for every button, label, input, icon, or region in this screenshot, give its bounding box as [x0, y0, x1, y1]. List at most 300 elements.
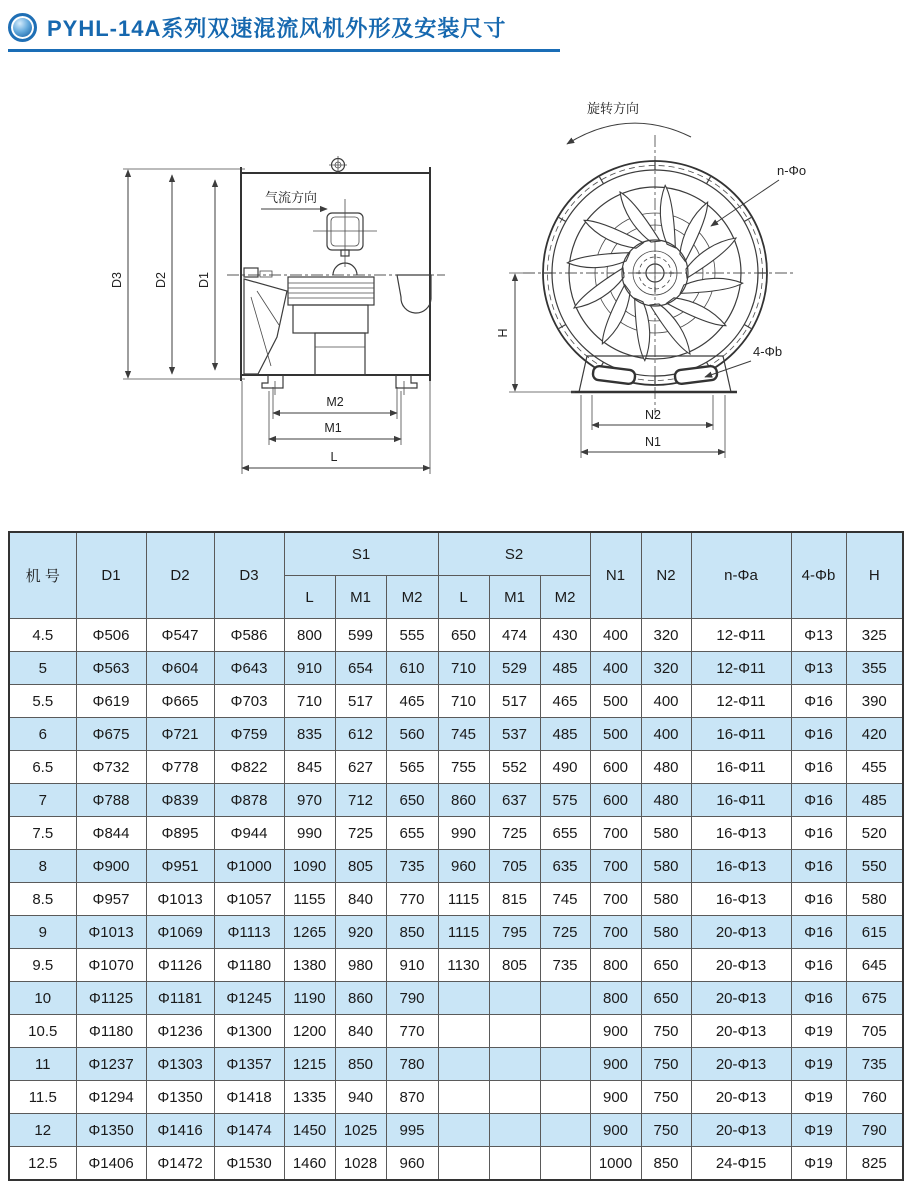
table-header [9, 532, 903, 619]
table-cell: 1115 [438, 883, 489, 916]
table-cell: 910 [386, 949, 438, 982]
table-cell: 980 [335, 949, 386, 982]
table-cell: 920 [335, 916, 386, 949]
foot-slot-left [592, 365, 635, 384]
table-cell: Φ957 [76, 883, 146, 916]
table-cell: Φ1013 [76, 916, 146, 949]
table-cell: 650 [386, 784, 438, 817]
table-cell: 960 [386, 1147, 438, 1181]
table-cell: 850 [641, 1147, 691, 1181]
table-cell: Φ16 [791, 949, 846, 982]
table-cell: 5 [9, 652, 76, 685]
table-cell: 725 [540, 916, 590, 949]
table-cell [540, 1114, 590, 1147]
table-cell: 400 [590, 652, 641, 685]
table-cell: 465 [540, 685, 590, 718]
table-cell: 11.5 [9, 1081, 76, 1114]
impeller [244, 268, 287, 374]
table-cell: Φ619 [76, 685, 146, 718]
table-cell: 400 [641, 685, 691, 718]
table-cell: Φ822 [214, 751, 284, 784]
table-cell [438, 1081, 489, 1114]
table-row [9, 784, 903, 817]
table-cell: 1190 [284, 982, 335, 1015]
table-cell: 645 [846, 949, 903, 982]
table-cell: Φ1474 [214, 1114, 284, 1147]
table-cell [489, 1015, 540, 1048]
table-cell: 745 [438, 718, 489, 751]
table-cell: 400 [590, 619, 641, 652]
table-cell [438, 1048, 489, 1081]
table-cell: 970 [284, 784, 335, 817]
table-cell: 635 [540, 850, 590, 883]
table-cell: 745 [540, 883, 590, 916]
table-cell [438, 1114, 489, 1147]
table-cell: 712 [335, 784, 386, 817]
table-cell: Φ604 [146, 652, 214, 685]
table-cell: 12.5 [9, 1147, 76, 1181]
table-cell: 355 [846, 652, 903, 685]
table-cell: Φ1406 [76, 1147, 146, 1181]
table-cell: 480 [641, 784, 691, 817]
motor [288, 263, 374, 375]
table-cell: 8.5 [9, 883, 76, 916]
airflow-direction [261, 190, 327, 209]
table-cell: Φ1000 [214, 850, 284, 883]
table-cell [489, 1048, 540, 1081]
table-cell: 860 [335, 982, 386, 1015]
table-cell: 900 [590, 1015, 641, 1048]
table-cell: 725 [335, 817, 386, 850]
table-cell: 485 [846, 784, 903, 817]
dim-label-d1: D1 [197, 272, 211, 288]
table-cell: Φ844 [76, 817, 146, 850]
table-cell: 735 [386, 850, 438, 883]
table-row [9, 949, 903, 982]
rotation-direction [567, 101, 691, 144]
dim-label-n2: N2 [645, 408, 661, 422]
table-cell: 700 [590, 850, 641, 883]
table-cell: Φ703 [214, 685, 284, 718]
leader-n-phi-o [711, 163, 806, 226]
bullet-target-icon [8, 13, 37, 42]
table-cell: Φ1300 [214, 1015, 284, 1048]
table-cell: 615 [846, 916, 903, 949]
table-cell [489, 1081, 540, 1114]
airflow-label: 气流方向 [265, 190, 318, 205]
table-cell: Φ13 [791, 619, 846, 652]
outlet-bracket [397, 275, 431, 313]
table-cell: Φ16 [791, 916, 846, 949]
table-cell: 600 [590, 784, 641, 817]
table-cell: 320 [641, 652, 691, 685]
table-cell: 1460 [284, 1147, 335, 1181]
table-cell: 750 [641, 1114, 691, 1147]
front-view-drawing [495, 80, 910, 480]
table-cell: Φ1180 [214, 949, 284, 982]
table-cell: 420 [846, 718, 903, 751]
table-cell: 485 [540, 652, 590, 685]
table-cell: Φ1472 [146, 1147, 214, 1181]
table-cell: Φ878 [214, 784, 284, 817]
table-row [9, 1048, 903, 1081]
table-cell: 800 [284, 619, 335, 652]
table-cell: 910 [284, 652, 335, 685]
table-cell: 16-Φ11 [691, 784, 791, 817]
table-cell: 940 [335, 1081, 386, 1114]
table-cell: Φ1069 [146, 916, 214, 949]
table-cell: Φ16 [791, 850, 846, 883]
table-cell: Φ1350 [146, 1081, 214, 1114]
table-row [9, 619, 903, 652]
table-cell: 550 [846, 850, 903, 883]
table-cell: 10.5 [9, 1015, 76, 1048]
col-header-s1-l: L [284, 576, 335, 619]
table-cell: 795 [489, 916, 540, 949]
table-cell: Φ900 [76, 850, 146, 883]
table-cell: 1265 [284, 916, 335, 949]
table-cell: 20-Φ13 [691, 982, 791, 1015]
table-cell: 1215 [284, 1048, 335, 1081]
table-cell: Φ1013 [146, 883, 214, 916]
table-row [9, 685, 903, 718]
col-header-n2: N2 [641, 532, 691, 619]
rotation-label: 旋转方向 [586, 101, 640, 116]
table-cell: Φ1181 [146, 982, 214, 1015]
table-cell [540, 1015, 590, 1048]
table-row [9, 1081, 903, 1114]
table-cell: 517 [489, 685, 540, 718]
table-cell: Φ547 [146, 619, 214, 652]
table-cell: Φ1357 [214, 1048, 284, 1081]
table-cell: 6 [9, 718, 76, 751]
table-cell: 12-Φ11 [691, 652, 791, 685]
table-cell: 12 [9, 1114, 76, 1147]
table-cell: Φ1303 [146, 1048, 214, 1081]
table-cell: 480 [641, 751, 691, 784]
table-cell: Φ1126 [146, 949, 214, 982]
table-cell: Φ16 [791, 751, 846, 784]
table-cell: 580 [641, 916, 691, 949]
table-cell: 580 [641, 817, 691, 850]
table-cell: 755 [438, 751, 489, 784]
table-cell: 655 [386, 817, 438, 850]
table-cell: 654 [335, 652, 386, 685]
dimension-n2 [592, 395, 713, 430]
table-cell: Φ895 [146, 817, 214, 850]
table-cell: Φ506 [76, 619, 146, 652]
dim-label-l: L [330, 450, 338, 464]
col-header-4-phi-b: 4-Φb [791, 532, 846, 619]
table-cell: Φ1245 [214, 982, 284, 1015]
table-row [9, 652, 903, 685]
table-cell: 850 [386, 916, 438, 949]
table-cell: Φ1294 [76, 1081, 146, 1114]
table-cell: 10 [9, 982, 76, 1015]
base-pedestal [571, 356, 737, 392]
table-cell: 650 [641, 949, 691, 982]
table-cell: Φ1125 [76, 982, 146, 1015]
table-row [9, 751, 903, 784]
table-cell: 580 [641, 850, 691, 883]
table-row [9, 718, 903, 751]
table-cell: 552 [489, 751, 540, 784]
table-cell: Φ16 [791, 883, 846, 916]
table-cell: 7 [9, 784, 76, 817]
table-cell: 16-Φ11 [691, 718, 791, 751]
table-cell: 1130 [438, 949, 489, 982]
col-header-d2: D2 [146, 532, 214, 619]
table-cell: 840 [335, 1015, 386, 1048]
table-cell: 650 [641, 982, 691, 1015]
table-cell [540, 1048, 590, 1081]
table-cell: 710 [438, 652, 489, 685]
table-cell: 9.5 [9, 949, 76, 982]
table-cell: Φ19 [791, 1114, 846, 1147]
table-cell: 8 [9, 850, 76, 883]
table-row [9, 850, 903, 883]
table-cell: 20-Φ13 [691, 1015, 791, 1048]
table-cell: 850 [335, 1048, 386, 1081]
dim-label-d3: D3 [110, 272, 124, 288]
table-cell: 750 [641, 1015, 691, 1048]
table-body [9, 619, 903, 1181]
table-cell: 24-Φ15 [691, 1147, 791, 1181]
table-cell: 655 [540, 817, 590, 850]
table-cell: Φ1350 [76, 1114, 146, 1147]
table-cell: 725 [489, 817, 540, 850]
table-cell: 845 [284, 751, 335, 784]
table-cell: 485 [540, 718, 590, 751]
table-cell: 474 [489, 619, 540, 652]
dim-label-m2: M2 [326, 395, 344, 409]
lifting-eye [329, 156, 347, 174]
table-cell [540, 982, 590, 1015]
side-view-drawing [105, 85, 500, 485]
table-cell: 790 [386, 982, 438, 1015]
table-cell: 900 [590, 1081, 641, 1114]
table-row [9, 982, 903, 1015]
table-cell: 610 [386, 652, 438, 685]
dimension-lines-bottom [242, 381, 430, 474]
table-cell [438, 1015, 489, 1048]
table-cell: 790 [846, 1114, 903, 1147]
foot-hole-label: 4-Φb [753, 344, 783, 359]
table-row [9, 883, 903, 916]
table-cell: 490 [540, 751, 590, 784]
table-cell: 1380 [284, 949, 335, 982]
table-cell: 990 [284, 817, 335, 850]
table-cell: 990 [438, 817, 489, 850]
table-cell: 750 [641, 1081, 691, 1114]
table-cell: 995 [386, 1114, 438, 1147]
col-header-s2-m1: M1 [489, 576, 540, 619]
table-cell [540, 1147, 590, 1181]
table-cell: Φ16 [791, 718, 846, 751]
table-cell: 580 [846, 883, 903, 916]
table-cell: 770 [386, 883, 438, 916]
table-cell: 500 [590, 718, 641, 751]
table-cell: 1000 [590, 1147, 641, 1181]
table-cell: 835 [284, 718, 335, 751]
table-row [9, 1015, 903, 1048]
table-cell: 675 [846, 982, 903, 1015]
table-cell: 612 [335, 718, 386, 751]
dimension-lines-diameter [110, 169, 245, 379]
table-cell: 320 [641, 619, 691, 652]
table-cell: 710 [284, 685, 335, 718]
table-cell: 600 [590, 751, 641, 784]
table-cell: Φ19 [791, 1048, 846, 1081]
table-cell: 16-Φ11 [691, 751, 791, 784]
table-cell: Φ759 [214, 718, 284, 751]
table-cell: 1028 [335, 1147, 386, 1181]
table-cell: Φ19 [791, 1015, 846, 1048]
table-cell: 599 [335, 619, 386, 652]
col-header-s1-m2: M2 [386, 576, 438, 619]
table-cell: Φ665 [146, 685, 214, 718]
table-cell: 390 [846, 685, 903, 718]
table-cell: 500 [590, 685, 641, 718]
table-cell: 805 [335, 850, 386, 883]
table-row [9, 1114, 903, 1147]
table-cell: 1025 [335, 1114, 386, 1147]
col-header-s1-m1: M1 [335, 576, 386, 619]
table-cell: 11 [9, 1048, 76, 1081]
table-cell: 5.5 [9, 685, 76, 718]
col-header-n-phi-a: n-Φa [691, 532, 791, 619]
table-cell: 4.5 [9, 619, 76, 652]
table-cell: Φ1180 [76, 1015, 146, 1048]
col-header-n1: N1 [590, 532, 641, 619]
table-cell: Φ19 [791, 1147, 846, 1181]
table-cell: 805 [489, 949, 540, 982]
table-row [9, 916, 903, 949]
table-cell: 710 [438, 685, 489, 718]
table-cell: 575 [540, 784, 590, 817]
col-header-s2-m2: M2 [540, 576, 590, 619]
table-cell: 735 [846, 1048, 903, 1081]
table-cell [489, 1114, 540, 1147]
table-cell: 325 [846, 619, 903, 652]
table-cell: 12-Φ11 [691, 619, 791, 652]
table-cell: Φ13 [791, 652, 846, 685]
table-cell: 960 [438, 850, 489, 883]
table-cell: Φ732 [76, 751, 146, 784]
table-cell: 1155 [284, 883, 335, 916]
dimension-h [496, 273, 575, 392]
table-cell: 20-Φ13 [691, 916, 791, 949]
col-header-model: 机 号 [9, 532, 76, 619]
table-cell [540, 1081, 590, 1114]
dim-label-h: H [496, 328, 510, 338]
mounting-feet [262, 375, 417, 395]
table-cell: Φ1530 [214, 1147, 284, 1181]
table-cell: Φ1113 [214, 916, 284, 949]
table-cell: Φ16 [791, 982, 846, 1015]
table-cell: 1450 [284, 1114, 335, 1147]
table-cell: Φ1237 [76, 1048, 146, 1081]
dim-label-n1: N1 [645, 435, 661, 449]
bolt-label: n-Φo [777, 163, 807, 178]
table-cell: Φ16 [791, 784, 846, 817]
table-cell: 700 [590, 916, 641, 949]
table-cell: 860 [438, 784, 489, 817]
table-cell: 780 [386, 1048, 438, 1081]
table-cell: Φ1070 [76, 949, 146, 982]
table-cell: Φ944 [214, 817, 284, 850]
table-cell: 465 [386, 685, 438, 718]
table-cell: 20-Φ13 [691, 1114, 791, 1147]
table-row [9, 1147, 903, 1181]
page-header [8, 12, 902, 52]
table-cell: 560 [386, 718, 438, 751]
table-cell: 735 [540, 949, 590, 982]
table-cell: Φ951 [146, 850, 214, 883]
table-cell: 6.5 [9, 751, 76, 784]
table-cell: 16-Φ13 [691, 883, 791, 916]
table-row [9, 817, 903, 850]
table-cell: Φ586 [214, 619, 284, 652]
table-cell: 517 [335, 685, 386, 718]
table-cell: 825 [846, 1147, 903, 1181]
table-cell: Φ1057 [214, 883, 284, 916]
table-cell: 870 [386, 1081, 438, 1114]
table-cell: Φ839 [146, 784, 214, 817]
table-cell: Φ1236 [146, 1015, 214, 1048]
table-cell: Φ675 [76, 718, 146, 751]
table-cell: 800 [590, 982, 641, 1015]
table-cell: 455 [846, 751, 903, 784]
table-cell: Φ19 [791, 1081, 846, 1114]
table-cell: 700 [590, 883, 641, 916]
table-cell: 430 [540, 619, 590, 652]
table-cell: 1090 [284, 850, 335, 883]
table-cell: 637 [489, 784, 540, 817]
table-cell: Φ721 [146, 718, 214, 751]
dimension-table [8, 531, 904, 1181]
table-cell [489, 1147, 540, 1181]
table-cell: 16-Φ13 [691, 850, 791, 883]
table-cell: 400 [641, 718, 691, 751]
col-header-d3: D3 [214, 532, 284, 619]
table-cell: 580 [641, 883, 691, 916]
dim-label-m1: M1 [324, 421, 342, 435]
table-cell: 529 [489, 652, 540, 685]
table-cell: 900 [590, 1048, 641, 1081]
col-header-s2-l: L [438, 576, 489, 619]
table-cell: Φ788 [76, 784, 146, 817]
table-cell: 627 [335, 751, 386, 784]
table-cell: 650 [438, 619, 489, 652]
table-cell: 815 [489, 883, 540, 916]
table-cell: 537 [489, 718, 540, 751]
table-cell: 20-Φ13 [691, 1081, 791, 1114]
table-cell: Φ778 [146, 751, 214, 784]
dimension-n1 [581, 395, 725, 458]
table-cell: Φ643 [214, 652, 284, 685]
table-cell: 700 [590, 817, 641, 850]
table-cell: 16-Φ13 [691, 817, 791, 850]
table-cell: Φ1418 [214, 1081, 284, 1114]
table-cell: 20-Φ13 [691, 949, 791, 982]
table-cell: Φ1416 [146, 1114, 214, 1147]
table-cell: 12-Φ11 [691, 685, 791, 718]
table-cell: 800 [590, 949, 641, 982]
title-underline [8, 49, 560, 52]
table-cell [438, 1147, 489, 1181]
table-cell: 7.5 [9, 817, 76, 850]
